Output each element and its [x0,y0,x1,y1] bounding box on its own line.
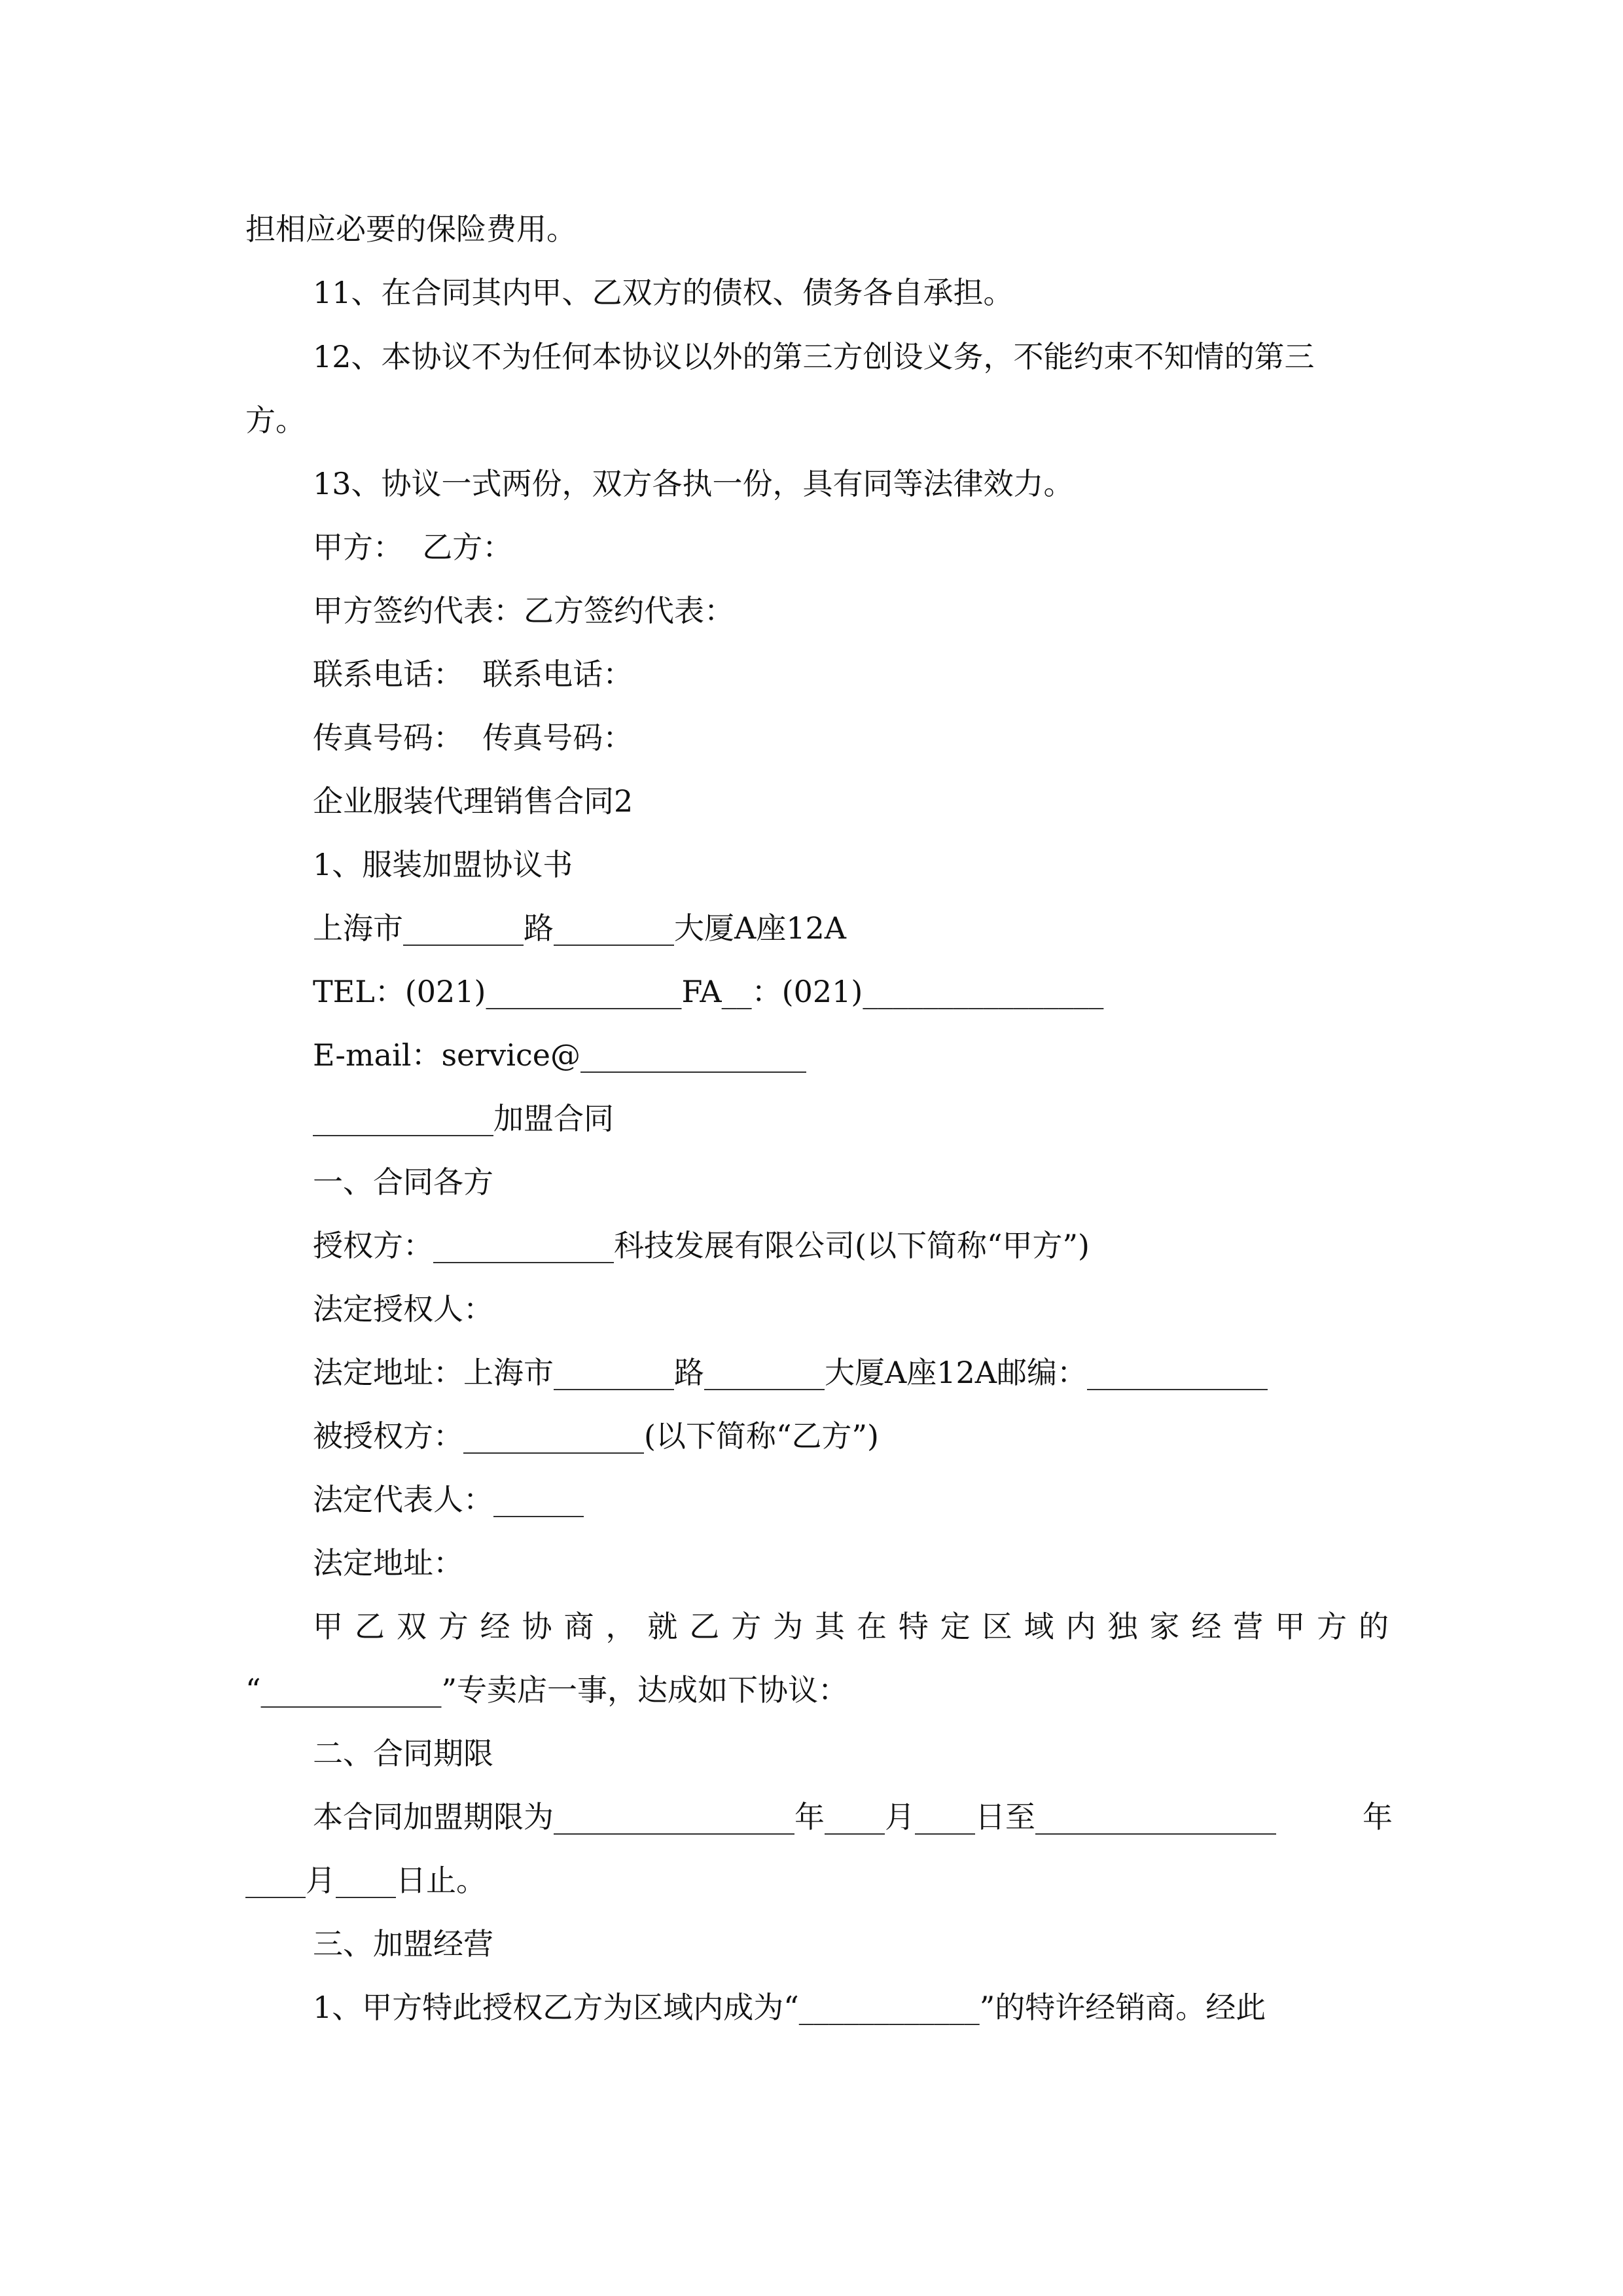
agreement-intro-continued: “____________”专卖店一事，达成如下协议： [245,1672,849,1708]
signing-representatives: 甲方签约代表：乙方签约代表： [313,593,734,628]
clause-13: 13、协议一式两份，双方各执一份，具有同等法律效力。 [313,466,1074,501]
term-line: 本合同加盟期限为________________年____月____日至________________ [313,1799,1276,1835]
licensee-line: 被授权方：____________(以下简称“乙方”) [313,1418,879,1454]
clause-11: 11、在合同其内甲、乙双方的债权、债务各自承担。 [313,275,1014,310]
contract-title-2: 企业服装代理销售合同2 [313,783,633,819]
licensee-address-line: 法定地址： [313,1545,463,1581]
paragraph-line: 担相应必要的保险费用。 [245,211,577,247]
licensor-line: 授权方：____________科技发展有限公司(以下简称“甲方”) [313,1228,1090,1263]
tel-fax-line: TEL：(021)_____________FA__：(021)________________ [313,974,1104,1009]
party-labels: 甲方： 乙方： [313,529,513,565]
operation-clause-1: 1、甲方特此授权乙方为区域内成为“____________”的特许经销商。经此 [313,1990,1266,2025]
term-line-year: 年 [1363,1799,1393,1835]
legal-representative-line: 法定代表人：______ [313,1482,584,1517]
fax-number: 传真号码： 传真号码： [313,720,633,755]
section-operation-heading: 三、加盟经营 [313,1926,493,1962]
agreement-heading: 1、服装加盟协议书 [313,847,573,882]
legal-address-line: 法定地址：上海市________路________大厦A座12A邮编：____________ [313,1355,1268,1390]
section-parties-heading: 一、合同各方 [313,1164,493,1200]
clause-12: 12、本协议不为任何本协议以外的第三方创设义务，不能约束不知情的第三 [313,339,1315,374]
address-line: 上海市________路________大厦A座12A [313,910,846,946]
franchise-contract-title: ____________加盟合同 [313,1101,614,1136]
agreement-intro: 甲乙双方经协商，就乙方为其在特定区域内独家经营甲方的 [313,1609,1393,1644]
section-term-heading: 二、合同期限 [313,1736,493,1771]
legal-licensor-line: 法定授权人： [313,1291,493,1327]
email-line: E-mail：service@_______________ [313,1037,806,1073]
term-line-continued: ____月____日止。 [245,1863,486,1898]
contact-phone: 联系电话： 联系电话： [313,656,633,692]
clause-12-continued: 方。 [245,403,306,438]
